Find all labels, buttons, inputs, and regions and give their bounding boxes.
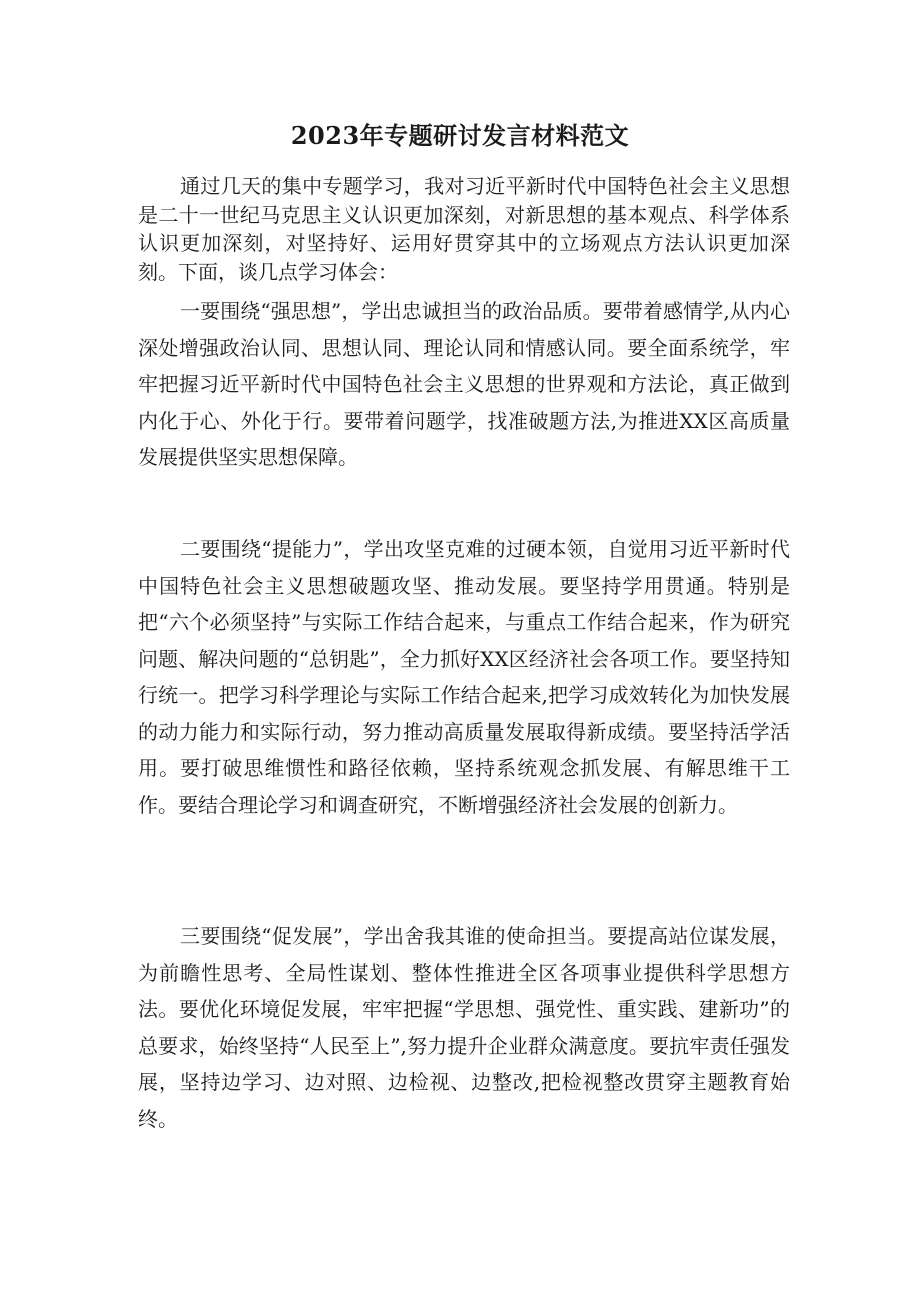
document-title: 2023年专题研讨发言材料范文 — [290, 121, 630, 150]
paragraph-promote-development: 三要围绕“促发展”，学出舍我其谁的使命担当。要提高站位谋发展，为前瞻性思考、全局性谋划、整体性推进全区各项事业提供科学思想方法。要优化环境促发展，牢牢把握“学思想、强党性、重实践、建新功”的总要求，始终坚持“人民至上”,努力提升企业群众满意度。要抗牢责任强发展，坚持边学习、边对照、边检视、边整改,把检视整改贯穿主题教育始终。 — [138, 924, 790, 1131]
paragraph-strengthen-thought: 一要围绕“强思想”，学出忠诚担当的政治品质。要带着感情学,从内心深处增强政治认同、思想认同、理论认同和情感认同。要全面系统学，牢牢把握习近平新时代中国特色社会主义思想的世界观和方法论，真正做到内化于心、外化于行。要带着问题学，找准破题方法,为推进XX区高质量发展提供坚实思想保障。 — [138, 299, 790, 469]
paragraph-improve-ability: 二要围绕“提能力”，学出攻坚克难的过硬本领，自觉用习近平新时代中国特色社会主义思想破题攻坚、推动发展。要坚持学用贯通。特别是把“六个必须坚持”与实际工作结合起来，与重点工作结合起来，作为研究问题、解决问题的“总钥匙”，全力抓好XX区经济社会各项工作。要坚持知行统一。把学习科学理论与实际工作结合起来,把学习成效转化为加快发展的动力能力和实际行动，努力推动高质量发展取得新成绩。要坚持活学活用。要打破思维惯性和路径依赖，坚持系统观念抓发展、有解思维干工作。要结合理论学习和调查研究，不断增强经济社会发展的创新力。 — [138, 537, 790, 817]
intro-paragraph: 通过几天的集中专题学习，我对习近平新时代中国特色社会主义思想是二十一世纪马克思主义认识更加深刻，对新思想的基本观点、科学体系认识更加深刻，对坚持好、运用好贯穿其中的立场观点方法认识更加深刻。下面，谈几点学习体会： — [138, 174, 790, 284]
